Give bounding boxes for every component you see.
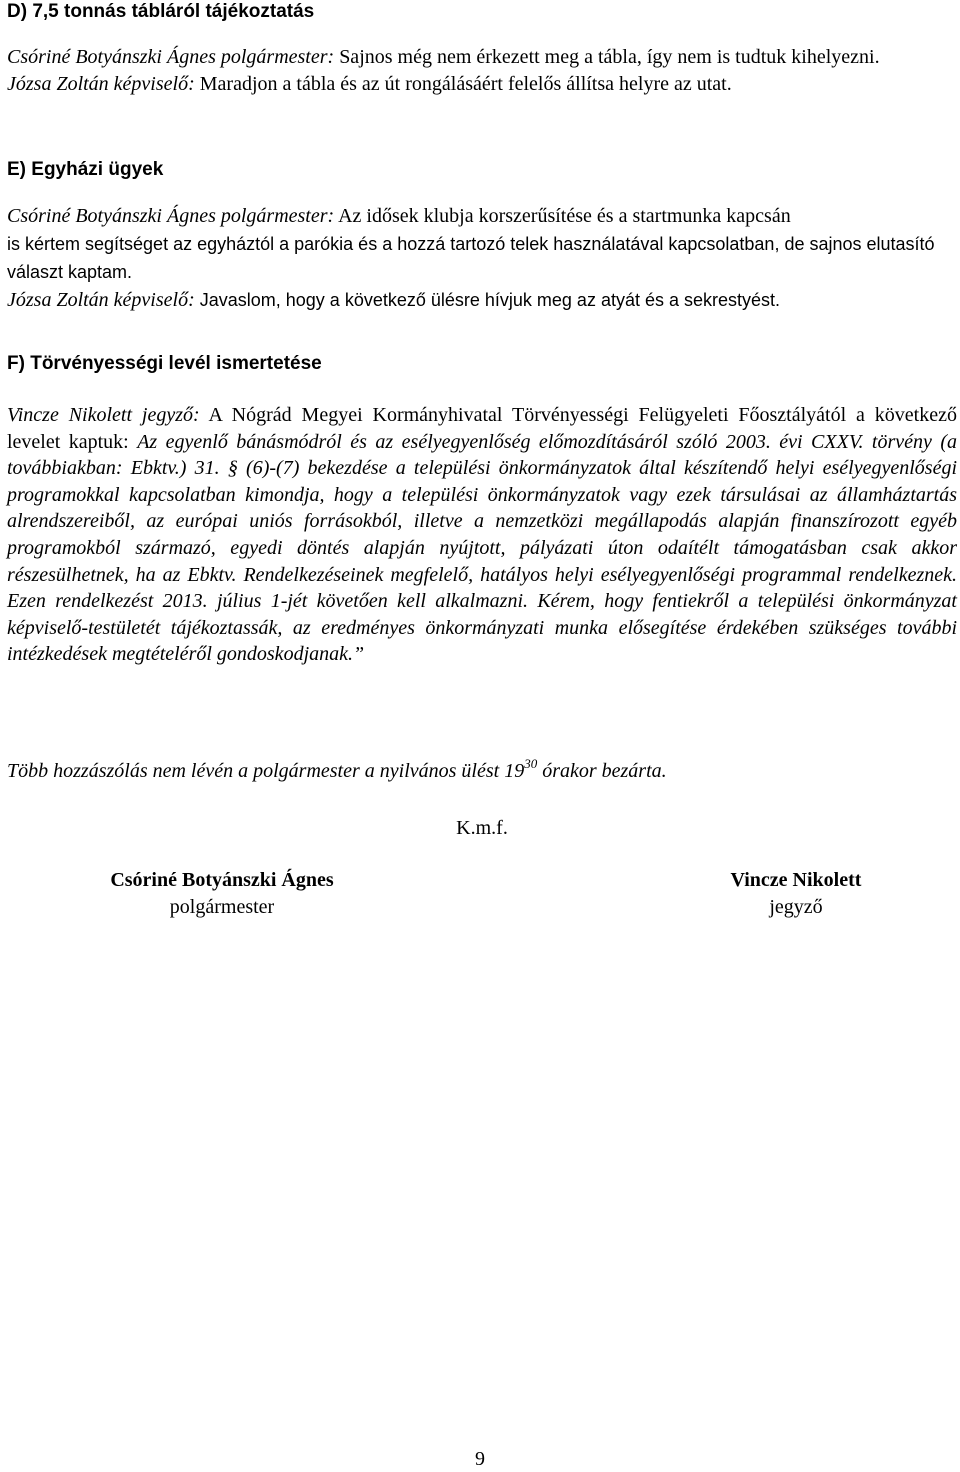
statement-text: Az idősek klubja korszerűsítése és a startmunka kapcsán (334, 205, 791, 227)
section-f-heading: F) Törvényességi levél ismertetése (7, 353, 322, 374)
statement-text: Javaslom, hogy a következő ülésre hívjuk meg az atyát és a sekrestyést. (194, 290, 781, 310)
speaker-notary: Vincze Nikolett jegyző: (7, 404, 200, 426)
speaker-mayor: Csóriné Botyánszki Ágnes polgármester: (7, 46, 335, 68)
statement-text: Sajnos még nem érkezett meg a tábla, így nem is tudtuk kihelyezni. (334, 46, 880, 68)
statement-text-continued: is kértem segítséget az egyháztól a parókia és a hozzá tartozó telek használatával kapcsolatban, de sajnos elutasító választ kaptam. (7, 234, 935, 282)
section-e-paragraph-2 (7, 287, 957, 315)
section-d (7, 0, 957, 98)
quoted-letter: Az egyenlő bánásmódról és az esélyegyenlőség előmozdításáról szóló 2003. évi CXXV. törvény (a továbbiakban: Ebktv.) 31. § (6)-(7) bekezdése a települési önkormányzatok által készítendő helyi esélyegyenlőségi programokkal kapcsolatban kimondja, hogy a települési önkormányzatok vagy ezek társulásai az államháztartás alrendszereiből, az európai uniós forrásokból, illetve a nemzetközi megállapodás alapján finanszírozott egyéb programokból származó, egyedi döntés alapján nyújtott, pályázati úton odaítélt támogatásban csak akkor részesülhetnek, ha az Ebktv. Rendelkezéseinek megfelelő, hatályos helyi esélyegyenlőségi programmal rendelkeznek. Ezen rendelkezést 2013. július 1-jét követően kell alkalmazni. Kérem, hogy fentiekről a települési önkormányzat képviselő-testületét tájékoztassák, az eredményes önkormányzati munka elősegítése érdekében szükséges további intézkedések megtételéről gondoskodjanak.” (7, 430, 958, 666)
section-e-paragraph-1 (7, 203, 957, 287)
speaker-representative: Józsa Zoltán képviselő: (7, 289, 195, 311)
speaker-representative: Józsa Zoltán képviselő: (7, 73, 195, 95)
mayor-name: Csóriné Botyánszki Ágnes (110, 869, 334, 891)
section-e (7, 158, 957, 315)
time-minutes: 30 (524, 756, 538, 771)
kmf-label: K.m.f. (456, 817, 508, 839)
speaker-mayor: Csóriné Botyánszki Ágnes polgármester: (7, 205, 335, 227)
section-e-heading: E) Egyházi ügyek (7, 159, 164, 180)
section-d-heading: D) 7,5 tonnás tábláról tájékoztatás (7, 1, 315, 22)
section-f (7, 352, 957, 668)
section-d-paragraph-1 (7, 44, 957, 71)
signature-left (72, 867, 372, 921)
section-d-paragraph-2 (7, 71, 957, 98)
signature-right (666, 867, 926, 921)
closing (7, 756, 957, 786)
closing-statement: Több hozzászólás nem lévén a polgármester a nyilvános ülést $19^{30}$ órakor bezárta. (7, 756, 667, 782)
notary-name: Vincze Nikolett (730, 869, 862, 891)
page-number: 9 (475, 1448, 485, 1470)
notary-title: jegyző (769, 896, 823, 918)
section-f-paragraph (7, 402, 957, 668)
statement-text: Maradjon a tábla és az út rongálásáért felelős állítsa helyre az utat. (194, 73, 732, 95)
statement-text: A Nógrád Megyei Kormányhivatal Törvényességi Felügyeleti Főosztályától a következő levelet kaptuk: (7, 404, 957, 453)
mayor-title: polgármester (169, 896, 275, 918)
